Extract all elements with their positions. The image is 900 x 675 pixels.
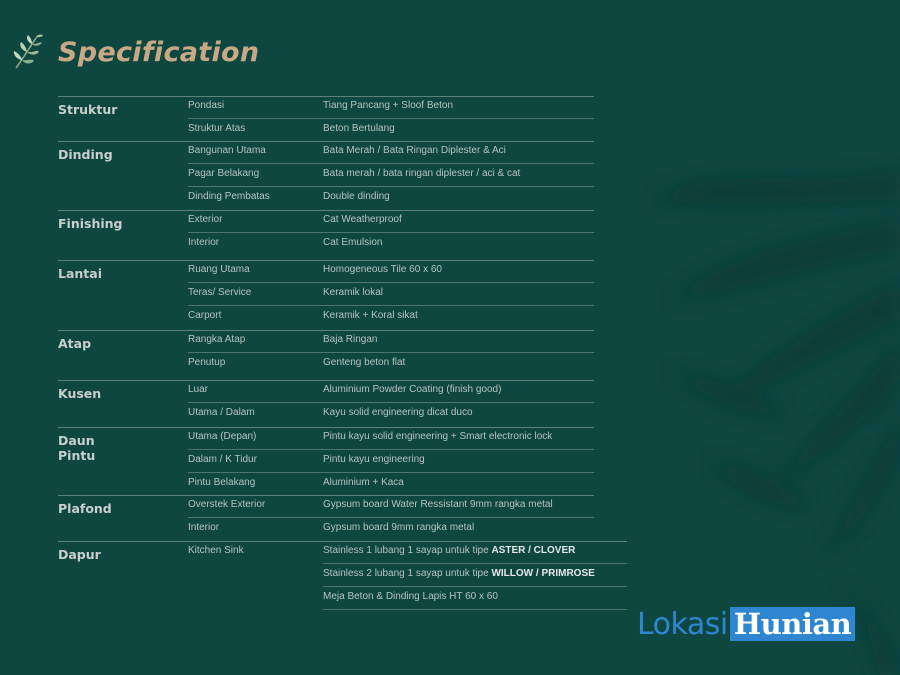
group-label: Dinding <box>58 147 113 162</box>
table-row <box>58 283 594 306</box>
spec-value <box>323 100 453 111</box>
spec-value <box>323 407 473 418</box>
spec-value <box>323 168 520 179</box>
table-row <box>58 210 594 233</box>
spec-item: Pagar Belakang <box>188 168 260 179</box>
table-row <box>58 473 594 496</box>
spec-value <box>323 591 498 602</box>
spec-value <box>323 145 506 156</box>
spec-value-text: Baja Ringan <box>323 334 378 345</box>
spec-value-type: ASTER / CLOVER <box>491 545 576 556</box>
table-row <box>58 96 594 119</box>
table-row <box>58 353 594 376</box>
spec-value <box>323 384 501 395</box>
spec-item: Interior <box>188 237 220 248</box>
group-label: Lantai <box>58 266 102 281</box>
spec-value <box>323 214 402 225</box>
spec-value-text: Aluminium + Kaca <box>323 477 404 488</box>
spec-value <box>323 191 390 202</box>
spec-value <box>323 287 383 298</box>
spec-value-text: Beton Bertulang <box>323 123 395 134</box>
table-row <box>58 403 594 426</box>
table-row <box>58 306 594 329</box>
spec-value-text: Genteng beton flat <box>323 357 406 368</box>
spec-value-text: Gypsum board Water Ressistant 9mm rangka metal <box>323 499 553 510</box>
spec-item: Utama / Dalam <box>188 407 255 418</box>
spec-value <box>323 499 553 510</box>
group-label: Kusen <box>58 386 102 401</box>
spec-value-text: Aluminium Powder Coating (finish good) <box>323 384 502 395</box>
table-row <box>58 541 594 564</box>
spec-value-text: Double dinding <box>323 191 390 202</box>
table-row <box>58 260 594 283</box>
page-title: Specification <box>58 36 260 68</box>
spec-value-text: Bata Merah / Bata Ringan Diplester & Aci <box>323 145 506 156</box>
spec-value-text: Pintu kayu solid engineering + Smart electronic lock <box>323 431 553 442</box>
spec-item: Teras/ Service <box>188 287 252 298</box>
spec-value <box>323 431 552 442</box>
table-row <box>58 564 594 587</box>
spec-item: Dalam / K Tidur <box>188 454 257 465</box>
spec-value-text: Cat Emulsion <box>323 237 383 248</box>
spec-value <box>323 545 575 556</box>
brand-logo <box>637 606 855 642</box>
spec-value-text: Stainless 1 lubang 1 sayap untuk tipe <box>323 545 492 556</box>
table-row <box>58 187 594 210</box>
spec-item: Rangka Atap <box>188 334 246 345</box>
table-row <box>58 495 594 518</box>
spec-value-text: Cat Weatherproof <box>323 214 402 225</box>
spec-value-text: Bata merah / bata ringan diplester / aci & cat <box>323 168 521 179</box>
spec-item: Pintu Belakang <box>188 477 256 488</box>
row-divider <box>323 609 627 610</box>
spec-value <box>323 264 442 275</box>
spec-value-text: Homogeneous Tile 60 x 60 <box>323 264 442 275</box>
spec-value <box>323 357 405 368</box>
spec-item: Struktur Atas <box>188 123 246 134</box>
spec-value <box>323 123 395 134</box>
spec-item: Ruang Utama <box>188 264 250 275</box>
spec-value <box>323 237 382 248</box>
spec-value-text: Keramik + Koral sikat <box>323 310 418 321</box>
table-row <box>58 141 594 164</box>
table-row <box>58 518 594 541</box>
spec-value <box>323 334 377 345</box>
spec-value-text: Keramik lokal <box>323 287 384 298</box>
spec-item: Penutup <box>188 357 226 368</box>
group-label: Finishing <box>58 216 123 231</box>
brand-logo-part2: Hunian <box>730 607 855 641</box>
spec-item: Pondasi <box>188 100 225 111</box>
spec-item: Interior <box>188 522 220 533</box>
spec-value-text: Tiang Pancang + Sloof Beton <box>323 100 453 111</box>
spec-value-text: Pintu kayu engineering <box>323 454 425 465</box>
brand-logo-part1: Lokasi <box>637 606 728 642</box>
spec-value-type: WILLOW / PRIMROSE <box>491 568 595 579</box>
spec-item: Kitchen Sink <box>188 545 244 556</box>
spec-item: Luar <box>188 384 209 395</box>
group-label: Struktur <box>58 102 118 117</box>
spec-value <box>323 310 418 321</box>
spec-value-text: Meja Beton & Dinding Lapis HT 60 x 60 <box>323 591 498 602</box>
group-label: Daun Pintu <box>58 433 96 463</box>
spec-item: Overstek Exterior <box>188 499 266 510</box>
spec-item: Carport <box>188 310 222 321</box>
spec-value-text: Gypsum board 9mm rangka metal <box>323 522 475 533</box>
spec-item: Dinding Pembatas <box>188 191 270 202</box>
spec-value-text: Stainless 2 lubang 1 sayap untuk tipe <box>323 568 492 579</box>
spec-value <box>323 454 425 465</box>
spec-value <box>323 522 474 533</box>
table-row <box>58 587 594 610</box>
page-header <box>10 30 259 74</box>
group-label: Atap <box>58 336 92 351</box>
spec-value-text: Kayu solid engineering dicat duco <box>323 407 473 418</box>
leaf-icon <box>10 32 44 72</box>
table-row <box>58 164 594 187</box>
spec-value <box>323 568 595 579</box>
table-row <box>58 233 594 256</box>
spec-item: Bangunan Utama <box>188 145 266 156</box>
group-label: Plafond <box>58 501 112 516</box>
table-row <box>58 427 594 450</box>
spec-item: Exterior <box>188 214 223 225</box>
spec-item: Utama (Depan) <box>188 431 257 442</box>
spec-value <box>323 477 404 488</box>
table-row <box>58 119 594 142</box>
table-row <box>58 450 594 473</box>
group-label: Dapur <box>58 547 101 562</box>
palm-shadow-decoration <box>560 130 900 675</box>
table-row <box>58 330 594 353</box>
table-row <box>58 380 594 403</box>
